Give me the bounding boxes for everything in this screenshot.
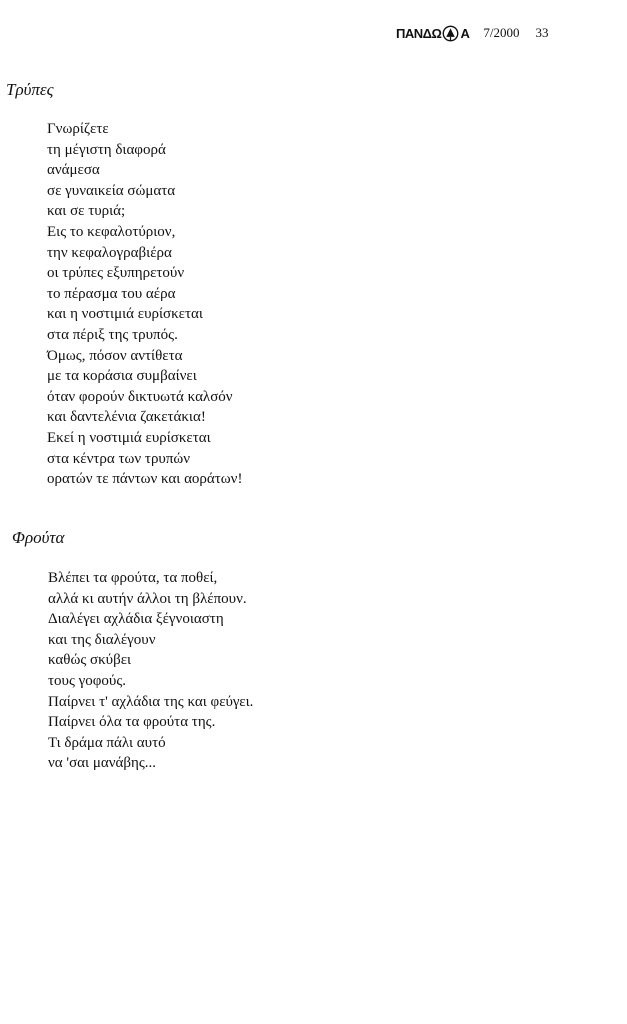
poem-line: Διαλέγει αχλάδια ξέγνοιαστη: [48, 611, 224, 628]
issue-number: 7/2000: [483, 25, 520, 40]
poem-line: τη μέγιστη διαφορά: [47, 141, 166, 158]
poem-line: ορατών τε πάντων και αοράτων!: [47, 471, 243, 488]
poem-line: αλλά κι αυτήν άλλοι τη βλέπουν.: [48, 590, 247, 607]
magazine-logo: [396, 25, 469, 42]
poem-line: τους γοφούς.: [48, 672, 127, 689]
page-number: 33: [535, 25, 549, 40]
poem-line: σε γυναικεία σώματα: [47, 182, 176, 199]
poem-line: στα πέριξ της τρυπός.: [47, 326, 178, 343]
poem-line: οι τρύπες εξυπηρετούν: [47, 265, 185, 282]
poem-title-tripes: Τρύπες: [6, 80, 54, 99]
logo-text-left: ΠΑΝΔΩ: [396, 25, 442, 41]
logo-text-right: Α: [460, 25, 470, 41]
poem-line: καθώς σκύβει: [48, 652, 132, 669]
poem-line: Όμως, πόσον αντίθετα: [47, 347, 183, 364]
poem-line: στα κέντρα των τρυπών: [47, 450, 191, 467]
poem-line: να 'σαι μανάβης...: [48, 755, 157, 772]
lamp-emblem-icon: [442, 25, 459, 42]
poem-title-frouta: Φρούτα: [12, 528, 65, 547]
poem-line: το πέρασμα του αέρα: [47, 285, 176, 302]
poem-line: την κεφαλογραβιέρα: [47, 244, 172, 261]
poem-line: και δαντελένια ζακετάκια!: [47, 409, 206, 426]
poem-line: Τι δράμα πάλι αυτό: [48, 734, 166, 751]
poem-line: Εις το κεφαλοτύριον,: [47, 223, 176, 240]
poem-line: και η νοστιμιά ευρίσκεται: [47, 306, 203, 323]
poem-line: όταν φορούν δικτυωτά καλσόν: [47, 388, 233, 405]
poem-line: Παίρνει τ' αχλάδια της και φεύγει.: [48, 693, 254, 710]
poem-line: ανάμεσα: [47, 162, 100, 179]
poem-line: και σε τυριά;: [47, 203, 126, 220]
poem-line: Εκεί η νοστιμιά ευρίσκεται: [47, 429, 211, 446]
poem-line: Παίρνει όλα τα φρούτα της.: [48, 714, 216, 731]
poem-line: και της διαλέγουν: [48, 631, 156, 648]
poem-body-frouta: [48, 568, 253, 774]
poem-line: Γνωρίζετε: [47, 121, 109, 137]
page-header: [396, 24, 548, 42]
poem-line: Βλέπει τα φρούτα, τα ποθεί,: [48, 570, 218, 586]
poem-body-tripes: [47, 119, 242, 490]
poem-line: με τα κοράσια συμβαίνει: [47, 368, 197, 385]
